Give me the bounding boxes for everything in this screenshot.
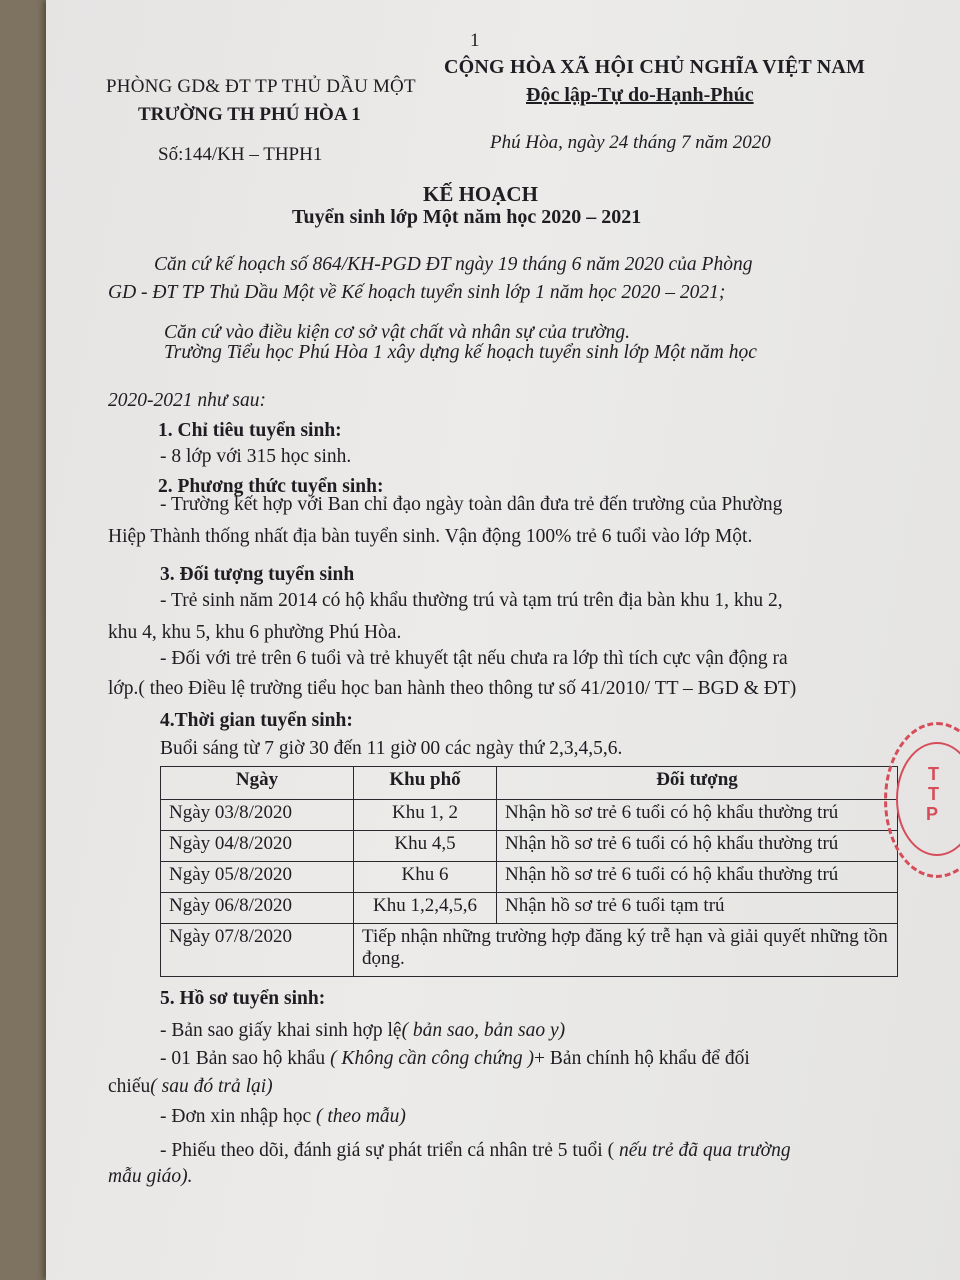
department-name: PHÒNG GD& ĐT TP THỦ DẦU MỘT — [106, 76, 416, 97]
table-cell-area: Khu 4,5 — [353, 830, 497, 862]
stamp-letter: T — [928, 764, 939, 784]
stamp-letter: T — [928, 784, 939, 804]
section-heading: 3. Đối tượng tuyển sinh — [160, 564, 355, 585]
text-run: nếu trẻ đã qua trường — [618, 1140, 791, 1161]
text-run: ( Không cần công chứng ) — [330, 1048, 535, 1069]
table-cell-area: Khu 1, 2 — [353, 799, 497, 831]
table-cell-date: Ngày 06/8/2020 — [160, 892, 354, 924]
table-cell-target: Nhận hồ sơ trẻ 6 tuổi có hộ khẩu thường trú — [496, 861, 898, 893]
intro-line: Trường Tiểu học Phú Hòa 1 xây dựng kế hoạch tuyển sinh lớp Một năm học — [164, 342, 757, 363]
section-heading: 2. Phương thức tuyển sinh: — [158, 476, 384, 497]
document-date: Phú Hòa, ngày 24 tháng 7 năm 2020 — [490, 132, 771, 153]
section-heading: 1. Chỉ tiêu tuyển sinh: — [158, 420, 342, 441]
school-name: TRƯỜNG TH PHÚ HÒA 1 — [138, 104, 361, 125]
section-heading: 5. Hồ sơ tuyển sinh: — [160, 988, 326, 1009]
text-run: ( sau đó trả lại) — [150, 1076, 273, 1097]
text-run: - Đơn xin nhập học — [160, 1106, 316, 1127]
table-header: Đối tượng — [496, 766, 898, 800]
document-number: Số:144/KH – THPH1 — [158, 144, 323, 165]
text-run: - Phiếu theo dõi, đánh giá sự phát triển cá nhân trẻ 5 tuổi ( — [160, 1140, 619, 1161]
table-cell-area: Khu 1,2,4,5,6 — [353, 892, 497, 924]
section-text: Hiệp Thành thống nhất địa bàn tuyển sinh. Vận động 100% trẻ 6 tuổi vào lớp Một. — [108, 526, 753, 547]
document-subtitle: Tuyển sinh lớp Một năm học 2020 – 2021 — [292, 206, 642, 228]
section-text: - Đối với trẻ trên 6 tuổi và trẻ khuyết tật nếu chưa ra lớp thì tích cực vận động ra — [160, 648, 788, 669]
national-motto: Độc lập-Tự do-Hạnh-Phúc — [526, 84, 754, 106]
document-title: KẾ HOẠCH — [423, 182, 538, 206]
intro-line: Căn cứ vào điều kiện cơ sở vật chất và nhân sự của trường. — [164, 322, 631, 343]
section-text — [108, 1076, 273, 1098]
section-text: mẫu giáo). — [108, 1166, 193, 1187]
section-heading: 4.Thời gian tuyển sinh: — [160, 710, 353, 731]
text-run: chiếu — [108, 1076, 151, 1097]
document-page — [46, 0, 960, 1280]
text-run: - Bản sao giấy khai sinh hợp lệ — [160, 1020, 402, 1041]
section-text — [160, 1048, 750, 1070]
text-run: ( theo mẫu) — [316, 1106, 406, 1127]
section-text: Buổi sáng từ 7 giờ 30 đến 11 giờ 00 các ngày thứ 2,3,4,5,6. — [160, 738, 623, 759]
text-run: + Bản chính hộ khẩu để đối — [534, 1048, 750, 1069]
section-text: - 8 lớp với 315 học sinh. — [160, 446, 352, 467]
page-number: 1 — [470, 30, 480, 51]
table-cell-target: Nhận hồ sơ trẻ 6 tuổi có hộ khẩu thường trú — [496, 799, 898, 831]
table-header: Ngày — [160, 766, 354, 800]
text-run: - 01 Bản sao hộ khẩu — [160, 1048, 331, 1069]
table-header: Khu phố — [353, 766, 497, 800]
table-cell-date: Ngày 03/8/2020 — [160, 799, 354, 831]
stamp-letter: P — [926, 804, 939, 824]
section-text — [160, 1020, 565, 1042]
schedule-table — [160, 766, 898, 977]
section-text: lớp.( theo Điều lệ trường tiểu học ban hành theo thông tư số 41/2010/ TT – BGD & ĐT) — [108, 678, 797, 699]
section-text: khu 4, khu 5, khu 6 phường Phú Hòa. — [108, 622, 402, 643]
table-cell-date: Ngày 05/8/2020 — [160, 861, 354, 893]
intro-line: Căn cứ kế hoạch số 864/KH-PGD ĐT ngày 19 tháng 6 năm 2020 của Phòng — [154, 254, 753, 275]
table-cell-date: Ngày 07/8/2020 — [160, 923, 354, 977]
national-title: CỘNG HÒA XÃ HỘI CHỦ NGHĨA VIỆT NAM — [444, 56, 866, 78]
intro-line: 2020-2021 như sau: — [108, 390, 266, 411]
section-text — [160, 1106, 406, 1128]
table-cell-target: Nhận hồ sơ trẻ 6 tuổi tạm trú — [496, 892, 898, 924]
table-cell-merged: Tiếp nhận những trường hợp đăng ký trễ hạn và giải quyết những tồn đọng. — [353, 923, 898, 977]
intro-line: GD - ĐT TP Thủ Dầu Một về Kế hoạch tuyển sinh lớp 1 năm học 2020 – 2021; — [108, 282, 726, 303]
section-text — [160, 1140, 791, 1162]
section-text: - Trường kết hợp với Ban chỉ đạo ngày toàn dân đưa trẻ đến trường của Phường — [160, 494, 783, 515]
table-cell-target: Nhận hồ sơ trẻ 6 tuổi có hộ khẩu thường trú — [496, 830, 898, 862]
text-run: ( bản sao, bản sao y) — [401, 1020, 566, 1041]
table-cell-area: Khu 6 — [353, 861, 497, 893]
section-text: - Trẻ sinh năm 2014 có hộ khẩu thường trú và tạm trú trên địa bàn khu 1, khu 2, — [160, 590, 783, 611]
table-cell-date: Ngày 04/8/2020 — [160, 830, 354, 862]
